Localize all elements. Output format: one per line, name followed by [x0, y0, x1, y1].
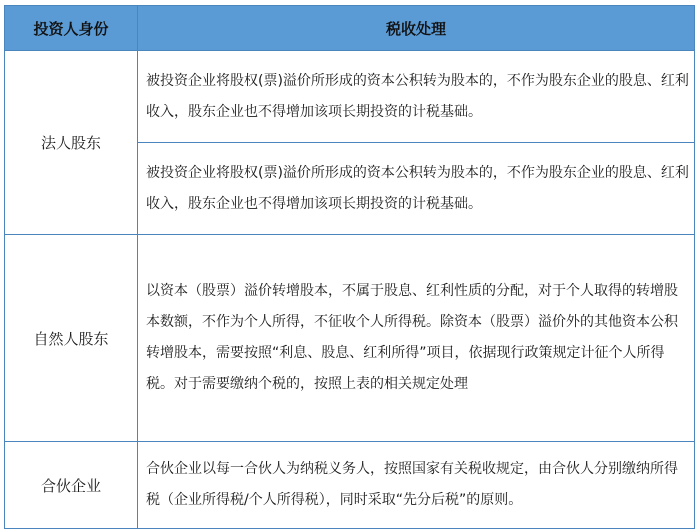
tax-treatment-table	[4, 5, 695, 529]
table-row	[5, 51, 695, 143]
header-tax-treatment: 税收处理	[138, 6, 695, 51]
treatment-cell: 合伙企业以每一合伙人为纳税义务人，按照国家有关税收规定，由合伙人分别缴纳所得税（企业所得税/个人所得税），同时采取“先分后税”的原则。	[138, 442, 695, 529]
table-row	[5, 442, 695, 529]
tax-table-container	[4, 5, 695, 529]
identity-cell: 自然人股东	[5, 235, 138, 442]
treatment-cell: 被投资企业将股权(票)溢价所形成的资本公积转为股本的，不作为股东企业的股息、红利收入，股东企业也不得增加该项长期投资的计税基础。	[138, 51, 695, 143]
identity-cell: 法人股东	[5, 51, 138, 235]
treatment-cell: 被投资企业将股权(票)溢价所形成的资本公积转为股本的，不作为股东企业的股息、红利收入，股东企业也不得增加该项长期投资的计税基础。	[138, 143, 695, 235]
treatment-cell: 以资本（股票）溢价转增股本，不属于股息、红利性质的分配，对于个人取得的转增股本数额，不作为个人所得，不征收个人所得税。除资本（股票）溢价外的其他资本公积转增股本，需要按照“利息、股息、红利所得”项目，依据现行政策规定计征个人所得税。对于需要缴纳个税的，按照上表的相关规定处理	[138, 235, 695, 442]
table-header-row	[5, 6, 695, 51]
header-investor-identity: 投资人身份	[5, 6, 138, 51]
table-row	[5, 235, 695, 442]
identity-cell: 合伙企业	[5, 442, 138, 529]
